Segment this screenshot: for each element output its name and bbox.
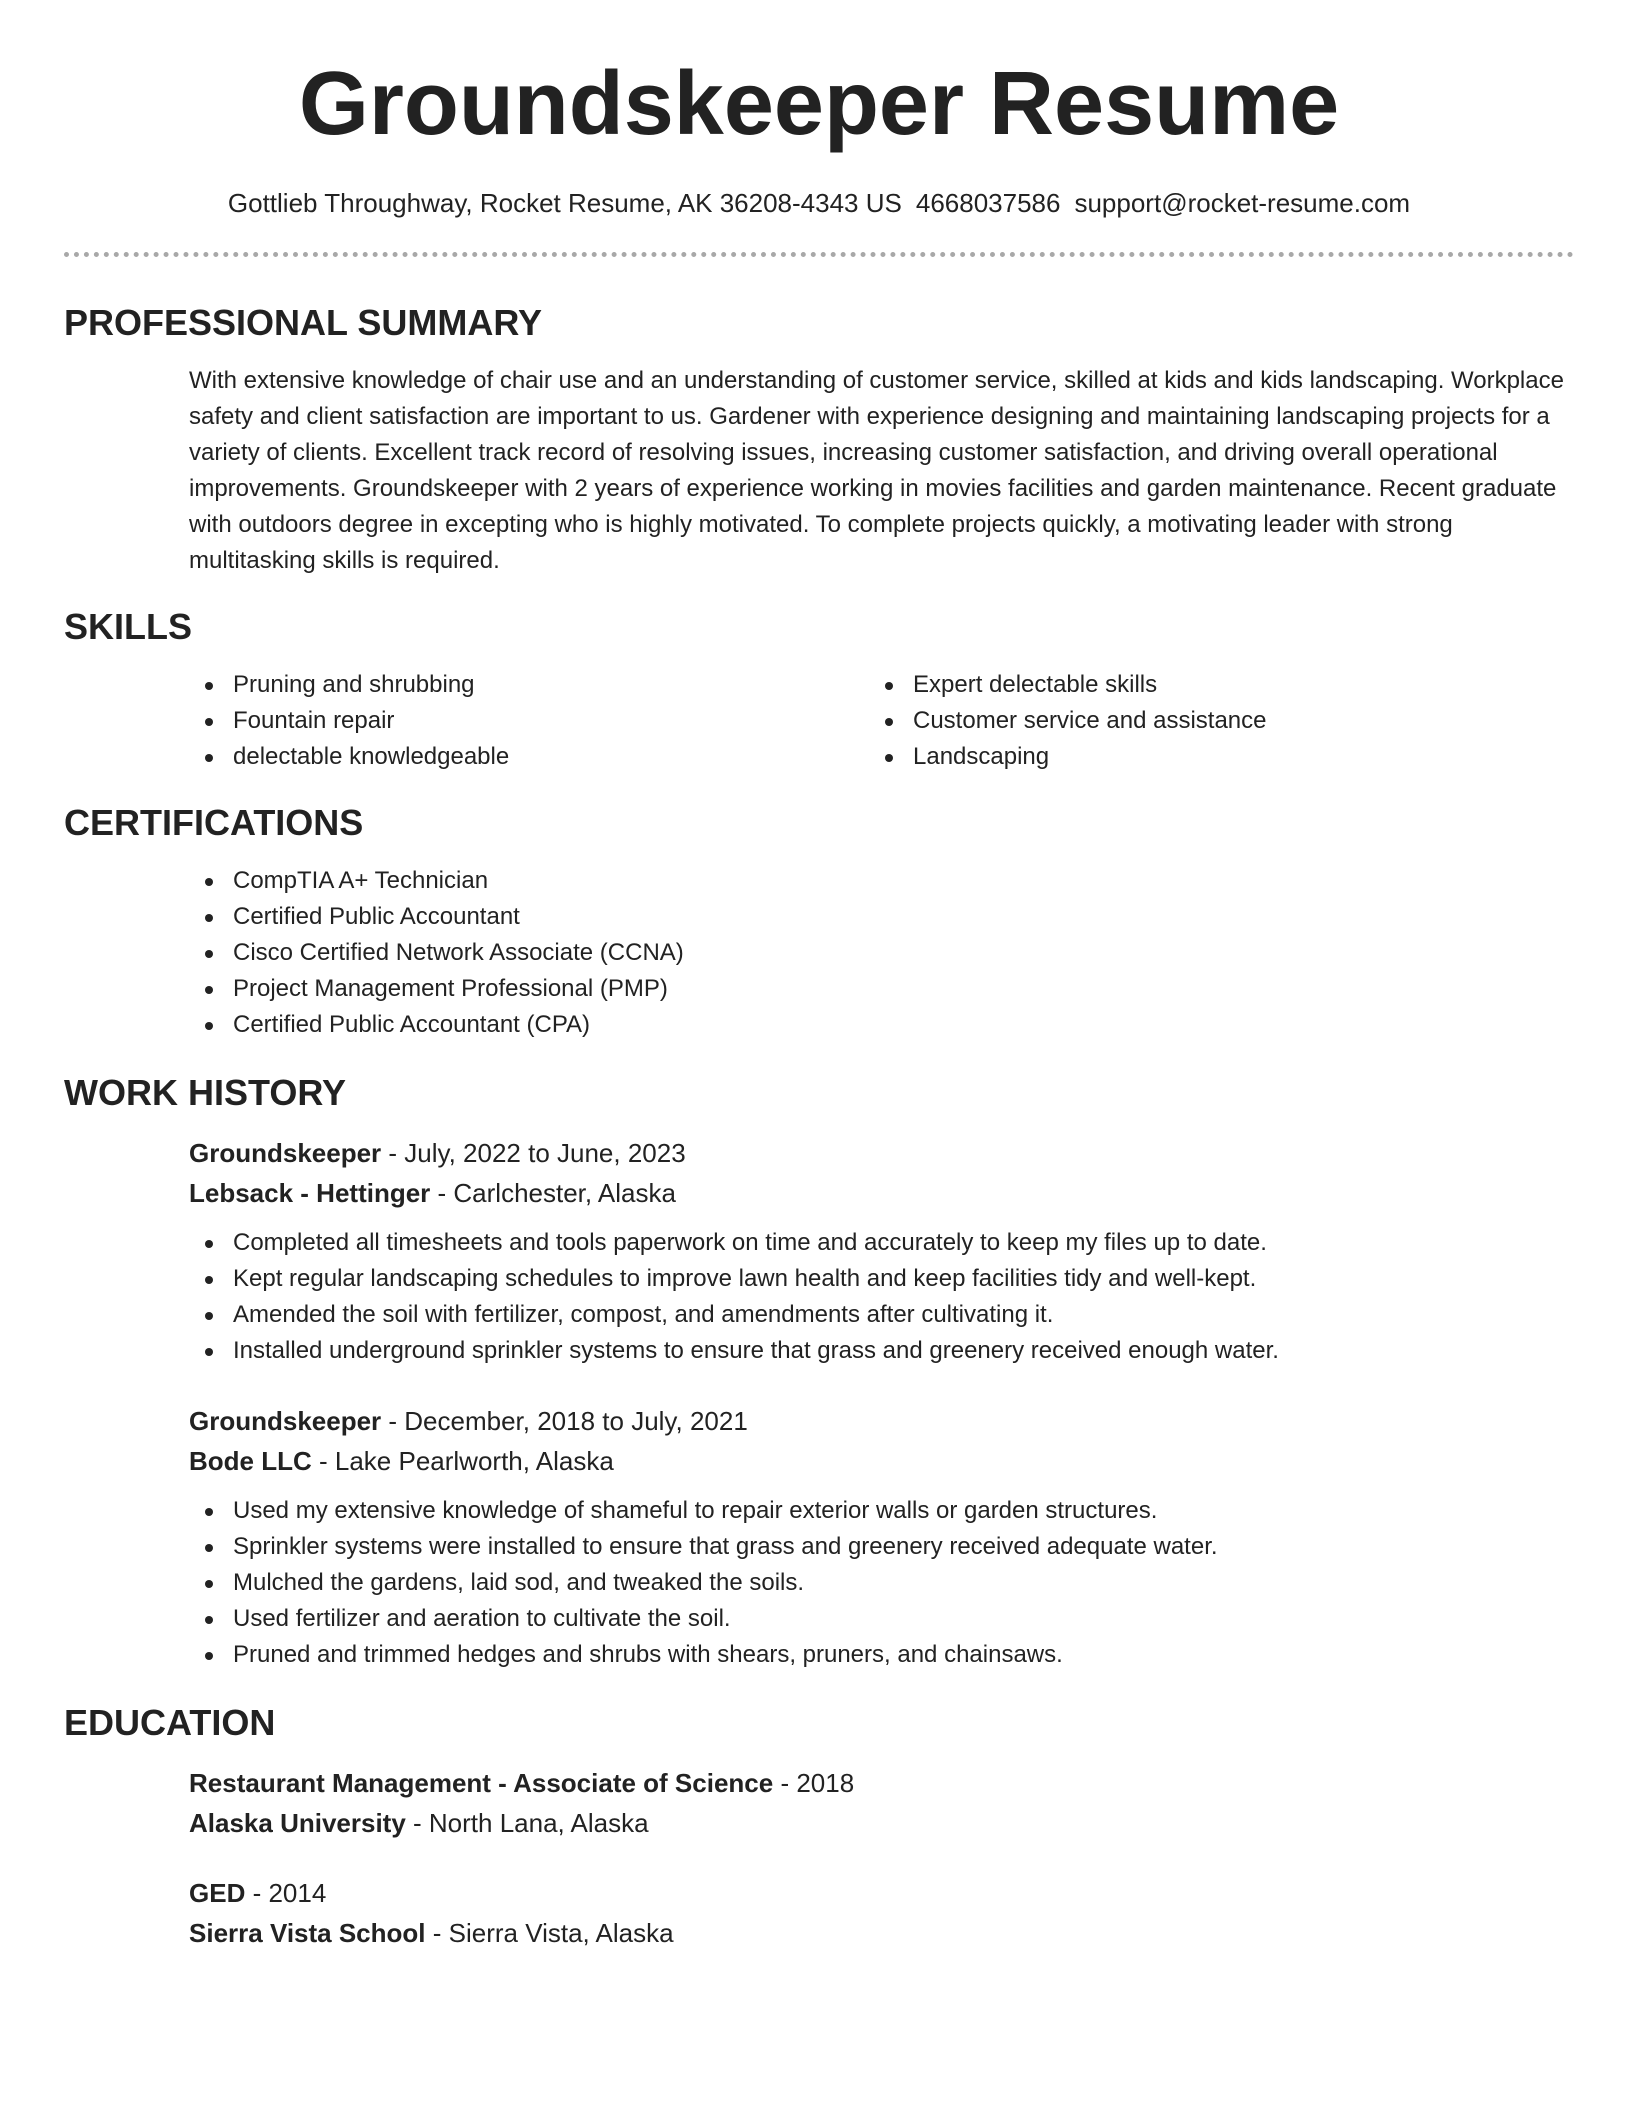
job-company-line xyxy=(189,1173,1574,1213)
job-dates: - December, 2018 to July, 2021 xyxy=(381,1406,748,1436)
job-title-line xyxy=(189,1401,1574,1441)
job-duty-item: Used my extensive knowledge of shameful to repair exterior walls or garden structures. xyxy=(189,1493,1574,1529)
job-location: - Lake Pearlworth, Alaska xyxy=(311,1446,614,1476)
summary-heading: PROFESSIONAL SUMMARY xyxy=(64,302,543,343)
education-entry xyxy=(189,1763,1574,1843)
job-duties-list xyxy=(189,1225,1574,1369)
work-history-heading: WORK HISTORY xyxy=(64,1072,347,1113)
degree-year: - 2014 xyxy=(245,1878,327,1908)
degree-line xyxy=(189,1763,1574,1803)
job-duty-item: Used fertilizer and aeration to cultivate the soil. xyxy=(189,1601,1574,1637)
degree-year: - 2018 xyxy=(773,1768,855,1798)
skill-item: Pruning and shrubbing xyxy=(189,667,869,703)
job-title: Groundskeeper xyxy=(189,1138,382,1168)
job-duty-item: Sprinkler systems were installed to ensure that grass and greenery received adequate water. xyxy=(189,1529,1574,1565)
degree-name: Restaurant Management - Associate of Science xyxy=(189,1768,774,1798)
skills-heading: SKILLS xyxy=(64,606,193,647)
job-company: Lebsack - Hettinger xyxy=(189,1178,431,1208)
certification-item: Project Management Professional (PMP) xyxy=(189,971,1574,1007)
certifications-section xyxy=(64,803,1574,1043)
job-duty-item: Installed underground sprinkler systems to ensure that grass and greenery received enough water. xyxy=(189,1333,1574,1369)
summary-section xyxy=(64,303,1574,579)
school-location: - North Lana, Alaska xyxy=(405,1808,649,1838)
certification-item: Certified Public Accountant xyxy=(189,899,1574,935)
skill-item: delectable knowledgeable xyxy=(189,739,869,775)
education-section xyxy=(64,1703,1574,1953)
skills-section xyxy=(64,607,1574,775)
skills-list-left xyxy=(189,667,869,775)
job-entry xyxy=(189,1133,1574,1369)
job-title-line xyxy=(189,1133,1574,1173)
job-entry xyxy=(189,1401,1574,1673)
resume-title: Groundskeeper Resume xyxy=(298,54,1340,154)
degree-line xyxy=(189,1873,1574,1913)
summary-paragraph: With extensive knowledge of chair use and an understanding of customer service, skilled at kids and kids landscaping. Workplace safety and client satisfaction are important to us. Gardener with experience designing and maintaining landscaping projects for a variety of clients. Excellent track record of resolving issues, increasing customer satisfaction, and driving overall operational improvements. Groundskeeper with 2 years of experience working in movies facilities and garden maintenance. Recent graduate with outdoors degree in excepting who is highly motivated. To complete projects quickly, a motivating leader with strong multitasking skills is required. xyxy=(189,367,1564,574)
certification-item: Cisco Certified Network Associate (CCNA) xyxy=(189,935,1574,971)
email-text: support@rocket-resume.com xyxy=(1074,188,1411,218)
job-title: Groundskeeper xyxy=(189,1406,382,1436)
job-location: - Carlchester, Alaska xyxy=(430,1178,676,1208)
certifications-heading: CERTIFICATIONS xyxy=(64,802,364,843)
degree-name: GED xyxy=(189,1878,246,1908)
education-heading: EDUCATION xyxy=(64,1702,276,1743)
job-duty-item: Completed all timesheets and tools paperwork on time and accurately to keep my files up to date. xyxy=(189,1225,1574,1261)
job-duty-item: Mulched the gardens, laid sod, and tweaked the soils. xyxy=(189,1565,1574,1601)
job-dates: - July, 2022 to June, 2023 xyxy=(381,1138,686,1168)
job-company-line xyxy=(189,1441,1574,1481)
education-entry xyxy=(189,1873,1574,1953)
resume-page xyxy=(64,0,1574,1953)
job-company: Bode LLC xyxy=(189,1446,312,1476)
school-name: Alaska University xyxy=(189,1808,406,1838)
school-line xyxy=(189,1803,1574,1843)
school-location: - Sierra Vista, Alaska xyxy=(425,1918,674,1948)
header-divider xyxy=(64,252,1574,257)
address-text: Gottlieb Throughway, Rocket Resume, AK 36208-4343 US xyxy=(227,188,902,218)
school-name: Sierra Vista School xyxy=(189,1918,426,1948)
contact-line xyxy=(64,188,1574,218)
certification-item: CompTIA A+ Technician xyxy=(189,863,1574,899)
certification-item: Certified Public Accountant (CPA) xyxy=(189,1007,1574,1043)
certifications-list xyxy=(189,863,1574,1043)
phone-text: 4668037586 xyxy=(915,188,1061,218)
skill-item: Customer service and assistance xyxy=(869,703,1549,739)
skill-item: Expert delectable skills xyxy=(869,667,1549,703)
job-duty-item: Pruned and trimmed hedges and shrubs with shears, pruners, and chainsaws. xyxy=(189,1637,1574,1673)
skills-list-right xyxy=(869,667,1549,775)
skill-item: Landscaping xyxy=(869,739,1549,775)
school-line xyxy=(189,1913,1574,1953)
job-duties-list xyxy=(189,1493,1574,1673)
job-duty-item: Amended the soil with fertilizer, compost, and amendments after cultivating it. xyxy=(189,1297,1574,1333)
job-duty-item: Kept regular landscaping schedules to improve lawn health and keep facilities tidy and well-kept. xyxy=(189,1261,1574,1297)
work-history-section xyxy=(64,1073,1574,1673)
skill-item: Fountain repair xyxy=(189,703,869,739)
